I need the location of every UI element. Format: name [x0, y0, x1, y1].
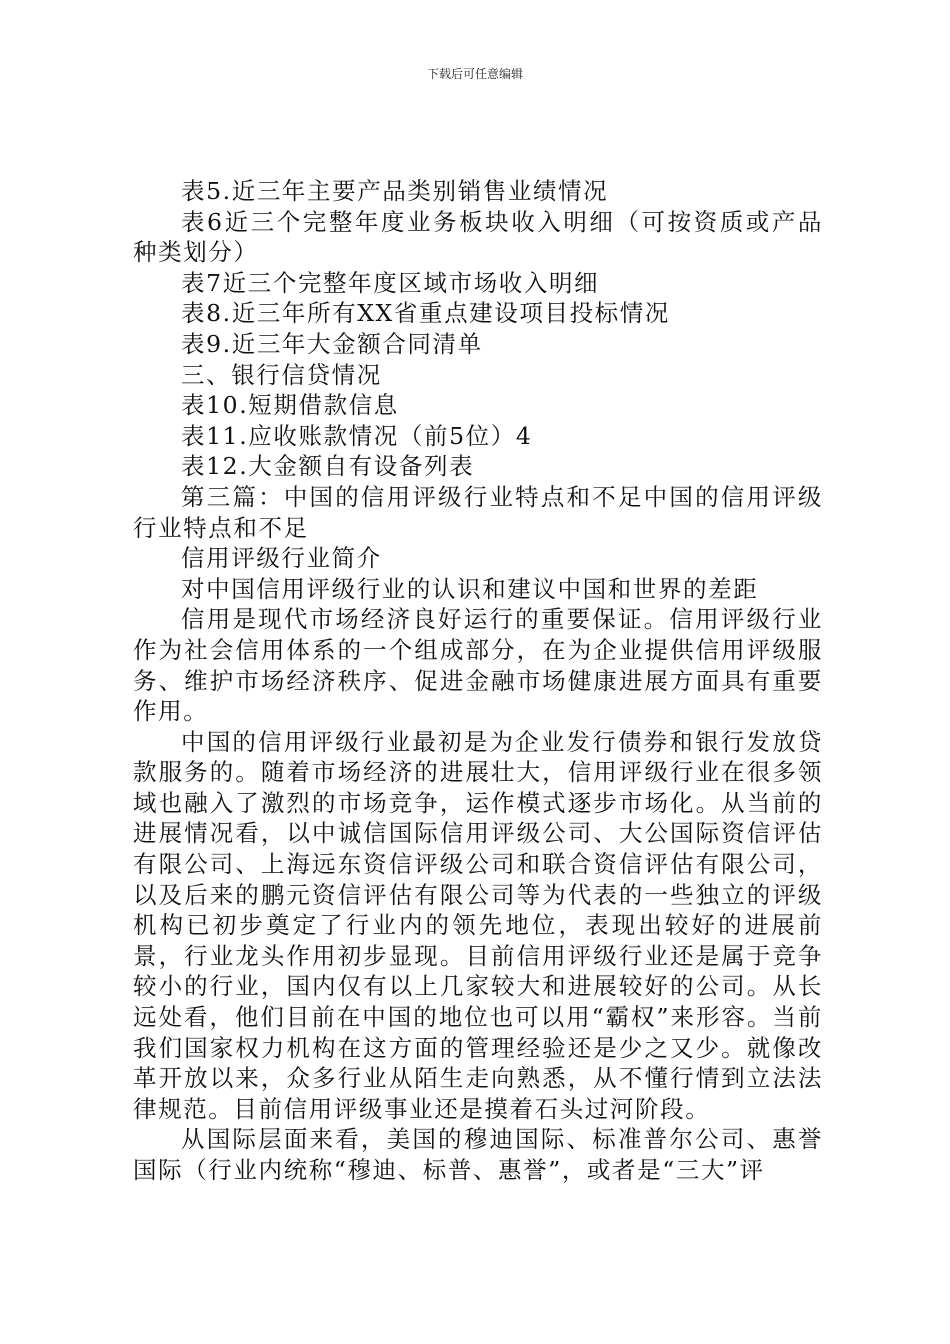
paragraph-table-10: 表10.短期借款信息 [181, 391, 399, 420]
body-paragraph: 信用是现代市场经济良好运行的重要保证。信用评级行业作为社会信用体系的一个组成部分，在为企业提供信用评级服务、维护市场经济秩序、促进金融市场健康进展方面具有重要作用。 [133, 605, 823, 726]
paragraph-table-7: 表7近三个完整年度区域市场收入明细 [181, 268, 600, 297]
chapter-title: 第三篇：中国的信用评级行业特点和不足中国的信用评级行业特点和不足 [133, 482, 823, 542]
body-paragraph: 从国际层面来看，美国的穆迪国际、标准普尔公司、惠誉国际（行业内统称“穆迪、标普、惠誉”，或者是“三大”评 [133, 1125, 823, 1184]
paragraph-table-11: 表11.应收账款情况（前5位）4 [181, 421, 533, 450]
paragraph-table-5: 表5.近三年主要产品类别销售业绩情况 [181, 177, 609, 205]
paragraph-table-9: 表9.近三年大金额合同清单 [181, 329, 483, 358]
section-heading-recommendations: 对中国信用评级行业的认识和建议中国和世界的差距 [181, 574, 759, 603]
paragraph-table-6: 表6近三个完整年度业务板块收入明细（可按资质或产品种类划分） [133, 207, 823, 267]
paragraph-table-8: 表8.近三年所有XX省重点建设项目投标情况 [181, 299, 670, 328]
body-paragraph: 中国的信用评级行业最初是为企业发行债券和银行发放贷款服务的。随着市场经济的进展壮大，信用评级行业在很多领域也融入了激烈的市场竞争，运作模式逐步市场化。从当前的进展情况看，以中诚信国际信用评级公司、大公国际资信评估有限公司、上海远东资信评级公司和联合资信评估有限公司，以及后来的鹏元资信评估有限公司等为代表的一些独立的评级机构已初步奠定了行业内的领先地位，表现出较好的进展前景，行业龙头作用初步显现。目前信用评级行业还是属于竞争较小的行业，国内仅有以上几家较大和进展较好的公司。从长远处看，他们目前在中国的地位也可以用“霸权”来形容。当前我们国家权力机构在这方面的管理经验还是少之又少。就像改革开放以来，众多行业从陌生走向熟悉，从不懂行情到立法法律规范。目前信用评级事业还是摸着石头过河阶段。 [133, 727, 823, 1123]
section-heading-intro: 信用评级行业简介 [181, 544, 382, 573]
document-body [133, 176, 823, 1186]
page-header: 下载后可任意编辑 [426, 67, 523, 81]
section-heading-bank-credit: 三、银行信贷情况 [181, 360, 382, 389]
paragraph-table-12: 表12.大金额自有设备列表 [181, 452, 475, 481]
